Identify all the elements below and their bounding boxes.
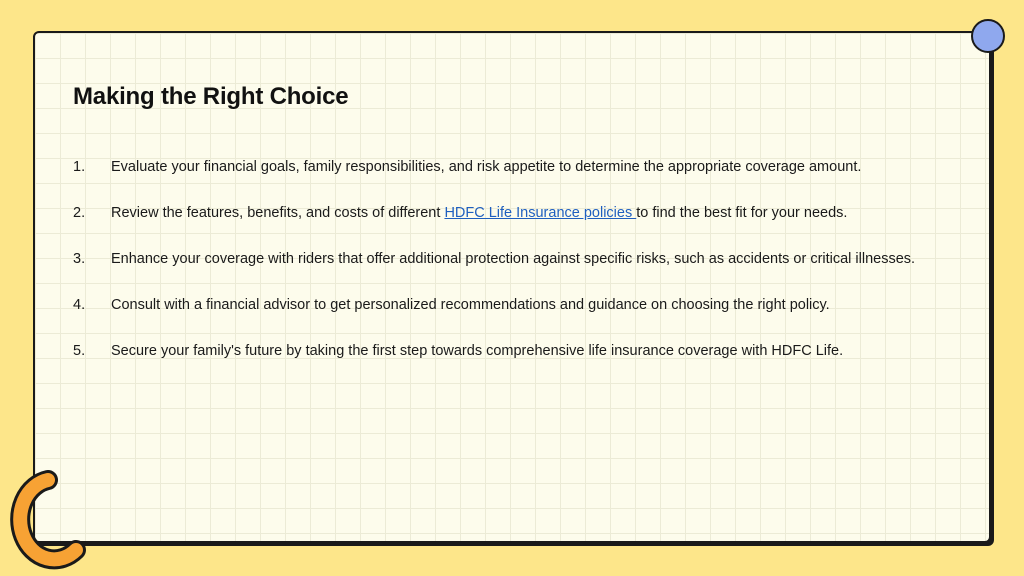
list-item-text [111,199,953,227]
list-item-number: 3. [73,251,86,267]
list-item-number: 1. [73,159,86,175]
choice-list [73,153,953,383]
list-item [73,199,953,227]
list-item [73,291,953,319]
hdfc-policies-link[interactable]: HDFC Life Insurance policies [444,205,637,221]
list-item-text-after: to find the best fit for your needs. [636,205,848,221]
page-title: Making the Right Choice [73,83,349,110]
list-item [73,337,953,365]
list-item-number: 5. [73,343,86,359]
list-item-text: Enhance your coverage with riders that offer additional protection against specific risks, such as accidents or critical illnesses. [111,251,916,267]
list-item-text: Secure your family's future by taking the first step towards comprehensive life insurance coverage with HDFC Life. [111,343,844,359]
list-item [73,153,953,181]
orange-c-arc-icon [6,470,90,570]
list-item-text: Evaluate your financial goals, family responsibilities, and risk appetite to determine the appropriate coverage amount. [111,159,862,175]
list-item-number: 4. [73,297,86,313]
list-item-text-before: Review the features, benefits, and costs of different [111,205,445,221]
list-item-text: Consult with a financial advisor to get personalized recommendations and guidance on choosing the right policy. [111,297,830,313]
list-item [73,245,953,273]
slide-card [33,31,991,543]
blue-circle-icon [971,19,1005,53]
list-item-number: 2. [73,205,86,221]
